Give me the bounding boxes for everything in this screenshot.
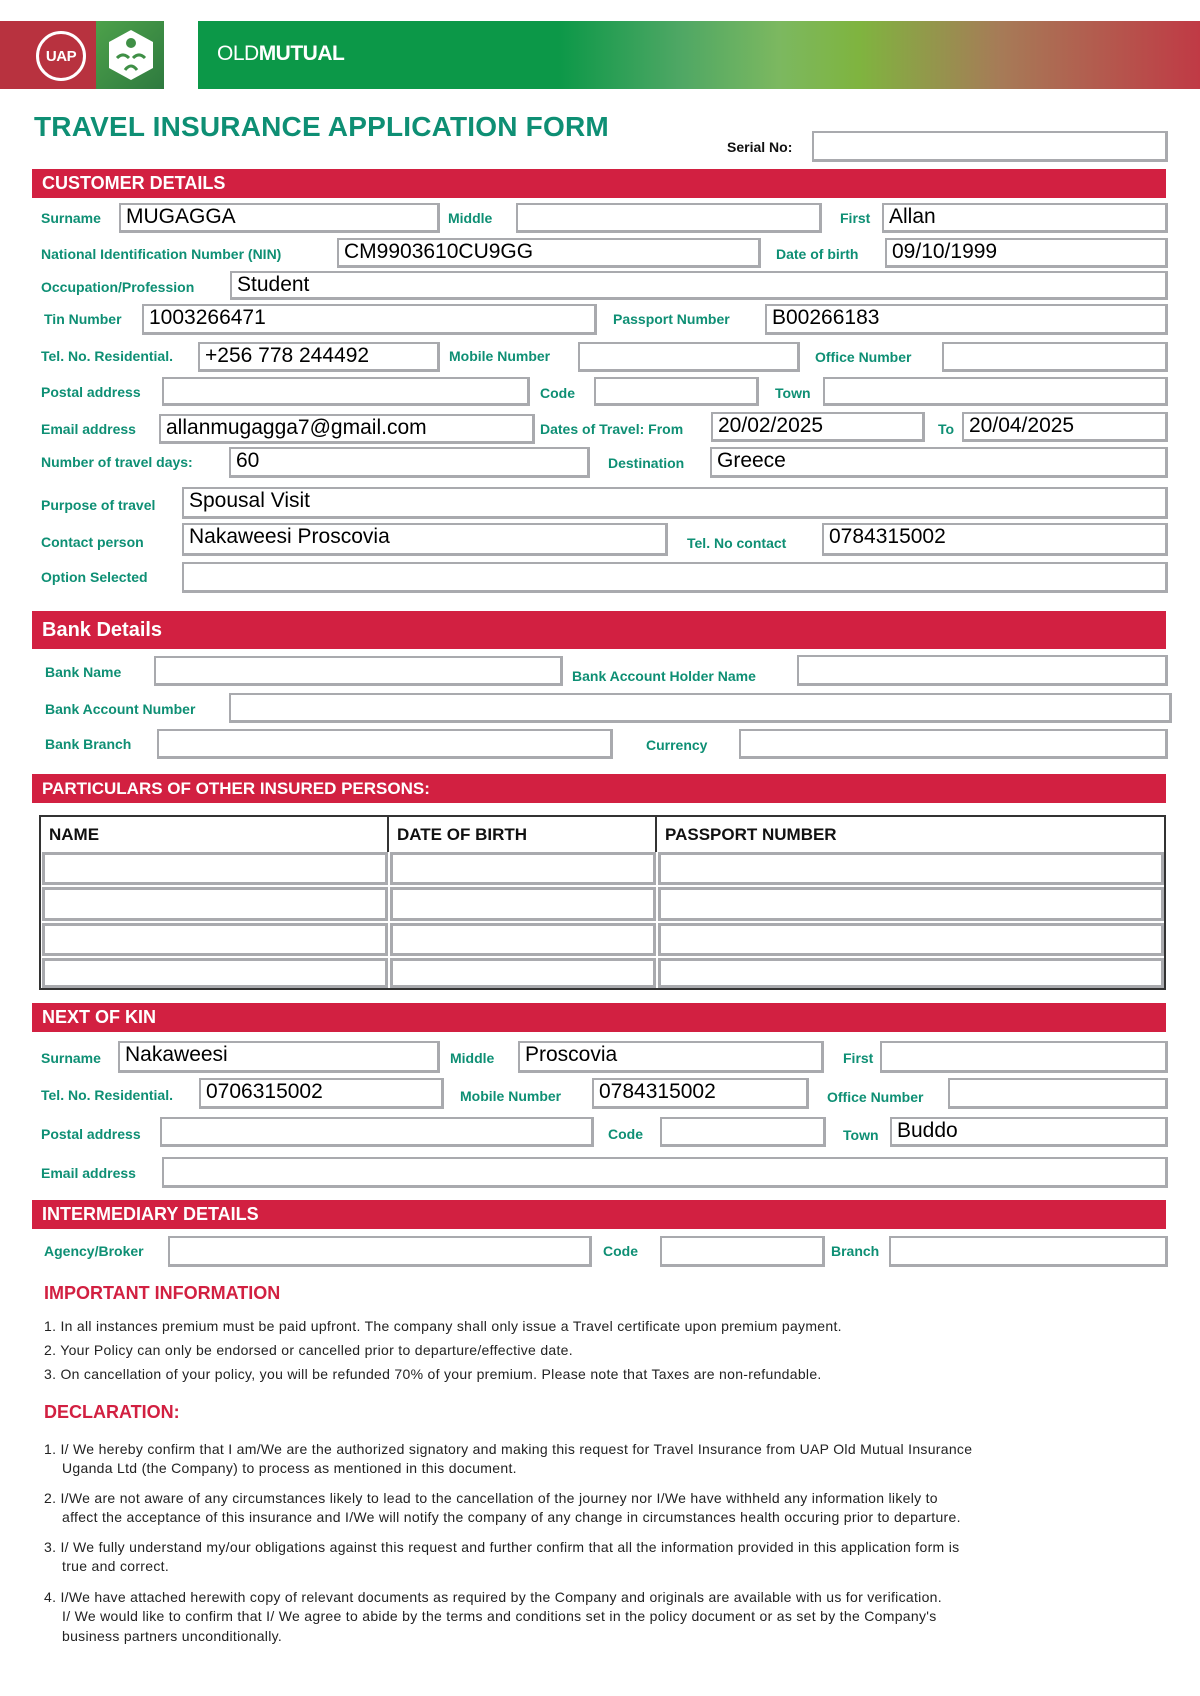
section-other-insured: PARTICULARS OF OTHER INSURED PERSONS: — [32, 774, 1166, 803]
insured-row-1-passport[interactable] — [658, 852, 1164, 885]
bank-branch-label: Bank Branch — [45, 736, 132, 752]
important-item-3: 3. On cancellation of your policy, you will be refunded 70% of your premium. Please note that Taxes are non-refundable. — [44, 1366, 822, 1382]
purpose-of-travel-label: Purpose of travel — [41, 497, 156, 513]
declaration-line: Uganda Ltd (the Company) to process as mentioned in this document. — [62, 1460, 517, 1476]
mobile-number-label: Mobile Number — [449, 348, 551, 364]
important-item-1: 1. In all instances premium must be paid upfront. The company shall only issue a Travel certificate upon premium payment. — [44, 1318, 842, 1334]
kin-middle-label: Middle — [450, 1050, 495, 1066]
account-holder-label: Bank Account Holder Name — [572, 668, 756, 684]
declaration-heading: DECLARATION: — [44, 1402, 180, 1422]
intermediary-code-field[interactable] — [660, 1236, 825, 1267]
currency-label: Currency — [646, 737, 708, 753]
first-name-label: First — [840, 210, 871, 226]
kin-postal-address-label: Postal address — [41, 1126, 141, 1142]
insured-persons-table — [39, 815, 1166, 990]
contact-tel-field[interactable]: 0784315002 — [822, 523, 1168, 556]
passport-number-field[interactable]: B00266183 — [765, 304, 1168, 335]
travel-days-field[interactable]: 60 — [229, 447, 590, 478]
important-item-2: 2. Your Policy can only be endorsed or cancelled prior to departure/effective date. — [44, 1342, 573, 1358]
account-holder-field[interactable] — [797, 655, 1168, 686]
insured-row-1-dob[interactable] — [390, 852, 656, 885]
section-bank-details: Bank Details — [32, 611, 1166, 649]
old-mutual-emblem-icon — [105, 28, 157, 82]
surname-label: Surname — [41, 210, 101, 226]
declaration-line: 2. I/We are not aware of any circumstances likely to lead to the cancellation of the journey nor I/We have withheld any information likely to — [44, 1490, 938, 1506]
code-field[interactable] — [594, 377, 759, 406]
travel-to-label: To — [938, 421, 955, 437]
bank-name-field[interactable] — [154, 656, 563, 686]
option-selected-field[interactable] — [182, 562, 1168, 593]
brand-banner — [198, 21, 1200, 89]
currency-field[interactable] — [739, 729, 1168, 759]
kin-surname-field[interactable]: Nakaweesi — [118, 1041, 440, 1073]
kin-code-field[interactable] — [660, 1117, 826, 1147]
declaration-line: 1. I/ We hereby confirm that I am/We are the authorized signatory and making this request for Travel Insurance from UAP Old Mutual Insurance — [44, 1441, 973, 1457]
section-customer-details: CUSTOMER DETAILS — [32, 169, 1166, 198]
insured-row-3-passport[interactable] — [658, 923, 1164, 956]
declaration-line: true and correct. — [62, 1558, 170, 1574]
agency-broker-label: Agency/Broker — [44, 1243, 144, 1259]
insured-row-3-name[interactable] — [42, 923, 388, 956]
nin-label: National Identification Number (NIN) — [41, 246, 282, 262]
kin-postal-address-field[interactable] — [160, 1117, 594, 1147]
kin-mobile-label: Mobile Number — [460, 1088, 562, 1104]
account-number-label: Bank Account Number — [45, 701, 196, 717]
office-number-label: Office Number — [815, 349, 912, 365]
travel-to-field[interactable]: 20/04/2025 — [962, 412, 1168, 442]
kin-surname-label: Surname — [41, 1050, 101, 1066]
intermediary-code-label: Code — [603, 1243, 638, 1259]
dates-of-travel-from-label: Dates of Travel: From — [540, 421, 684, 437]
declaration-line: 3. I/ We fully understand my/our obligations against this request and further confirm that all the information provided in this application form is — [44, 1539, 960, 1555]
declaration-line: I/ We would like to confirm that I/ We agree to abide by the terms and conditions set in the policy document or as set by the Company's — [62, 1608, 937, 1624]
insured-row-2-dob[interactable] — [390, 887, 656, 921]
email-address-field[interactable]: allanmugagga7@gmail.com — [159, 414, 535, 444]
declaration-line: business partners unconditionally. — [62, 1628, 283, 1644]
intermediary-branch-field[interactable] — [889, 1236, 1168, 1267]
kin-first-field[interactable] — [880, 1041, 1168, 1073]
insured-row-2-name[interactable] — [42, 887, 388, 921]
old-mutual-wordmark: OLDMUTUAL — [217, 42, 345, 65]
important-information-heading: IMPORTANT INFORMATION — [44, 1283, 281, 1303]
insured-row-2-passport[interactable] — [658, 887, 1164, 921]
section-intermediary-details: INTERMEDIARY DETAILS — [32, 1200, 1166, 1229]
uap-logo-icon: UAP — [36, 31, 86, 81]
kin-email-field[interactable] — [162, 1157, 1168, 1188]
serial-no-field[interactable] — [812, 131, 1168, 162]
bank-name-label: Bank Name — [45, 664, 122, 680]
section-next-of-kin: NEXT OF KIN — [32, 1003, 1166, 1032]
intermediary-branch-label: Branch — [831, 1243, 880, 1259]
occupation-field[interactable]: Student — [230, 271, 1168, 300]
kin-town-field[interactable]: Buddo — [890, 1117, 1168, 1147]
contact-tel-label: Tel. No contact — [687, 535, 787, 551]
account-number-field[interactable] — [229, 693, 1172, 723]
tel-residential-field[interactable]: +256 778 244492 — [198, 342, 440, 372]
kin-office-field[interactable] — [948, 1078, 1168, 1109]
date-of-birth-field[interactable]: 09/10/1999 — [885, 238, 1168, 268]
insured-row-1-name[interactable] — [42, 852, 388, 885]
travel-days-label: Number of travel days: — [41, 454, 193, 470]
kin-tel-residential-label: Tel. No. Residential. — [41, 1087, 173, 1103]
serial-no-label: Serial No: — [727, 139, 793, 155]
kin-tel-residential-field[interactable]: 0706315002 — [199, 1078, 444, 1109]
middle-name-field[interactable] — [516, 203, 822, 233]
travel-from-field[interactable]: 20/02/2025 — [711, 412, 925, 442]
mobile-number-field[interactable] — [578, 342, 800, 372]
insured-row-4-passport[interactable] — [658, 958, 1164, 988]
occupation-label: Occupation/Profession — [41, 279, 195, 295]
insured-row-4-name[interactable] — [42, 958, 388, 988]
tin-number-label: Tin Number — [44, 311, 122, 327]
insured-row-3-dob[interactable] — [390, 923, 656, 956]
kin-town-label: Town — [843, 1127, 879, 1143]
kin-code-label: Code — [608, 1126, 643, 1142]
town-field[interactable] — [823, 377, 1168, 406]
column-header-passport-number: PASSPORT NUMBER — [665, 824, 837, 844]
date-of-birth-label: Date of birth — [776, 246, 859, 262]
option-selected-label: Option Selected — [41, 569, 148, 585]
column-header-name: NAME — [49, 824, 100, 844]
postal-address-field[interactable] — [162, 377, 530, 406]
insured-row-4-dob[interactable] — [390, 958, 656, 988]
kin-mobile-field[interactable]: 0784315002 — [592, 1078, 809, 1109]
tel-residential-label: Tel. No. Residential. — [41, 348, 173, 364]
agency-broker-field[interactable] — [168, 1236, 592, 1267]
code-label: Code — [540, 385, 575, 401]
declaration-line: affect the acceptance of this insurance and I/We will notify the company of any change in circumstances health occuring prior to departure. — [62, 1509, 961, 1525]
email-address-label: Email address — [41, 421, 136, 437]
column-header-date-of-birth: DATE OF BIRTH — [397, 824, 528, 844]
surname-field[interactable]: MUGAGGA — [119, 203, 440, 233]
contact-person-label: Contact person — [41, 534, 144, 550]
contact-person-field[interactable]: Nakaweesi Proscovia — [182, 523, 668, 556]
form-title: TRAVEL INSURANCE APPLICATION FORM — [34, 111, 609, 142]
destination-label: Destination — [608, 455, 685, 471]
passport-number-label: Passport Number — [613, 311, 730, 327]
office-number-field[interactable] — [942, 342, 1168, 372]
town-label: Town — [775, 385, 811, 401]
declaration-line: 4. I/We have attached herewith copy of relevant documents as required by the Company and originals are available with us for verification. — [44, 1589, 942, 1605]
middle-name-label: Middle — [448, 210, 493, 226]
nin-field[interactable]: CM9903610CU9GG — [337, 238, 761, 268]
kin-email-label: Email address — [41, 1165, 136, 1181]
kin-office-label: Office Number — [827, 1089, 924, 1105]
kin-first-label: First — [843, 1050, 874, 1066]
destination-field[interactable]: Greece — [710, 447, 1168, 478]
tin-number-field[interactable]: 1003266471 — [142, 304, 597, 335]
postal-address-label: Postal address — [41, 384, 141, 400]
bank-branch-field[interactable] — [157, 729, 613, 759]
kin-middle-field[interactable]: Proscovia — [518, 1041, 824, 1073]
first-name-field[interactable]: Allan — [882, 203, 1168, 233]
purpose-of-travel-field[interactable]: Spousal Visit — [182, 487, 1168, 519]
